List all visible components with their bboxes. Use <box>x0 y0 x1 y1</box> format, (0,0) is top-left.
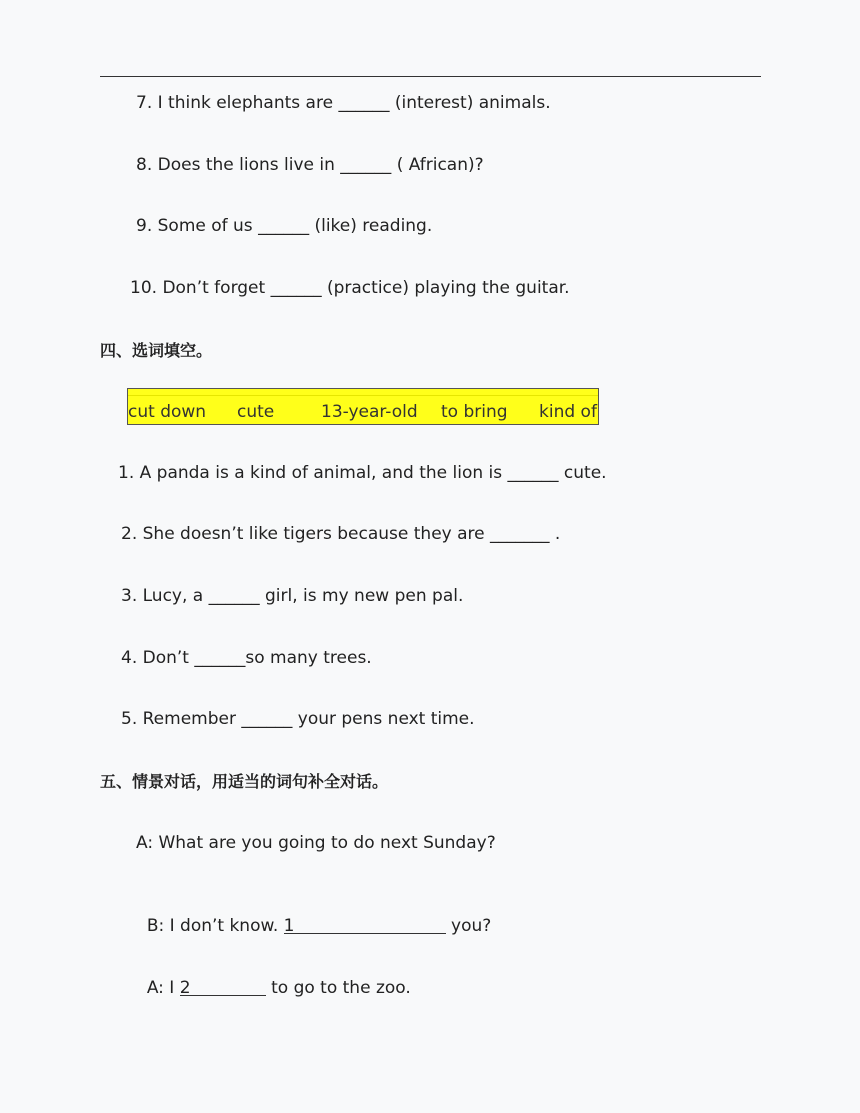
question-7: 7. I think elephants are ______ (interest) animals. <box>136 93 551 113</box>
blank-number: 1 <box>283 916 295 936</box>
answer-blank-1[interactable] <box>284 915 446 934</box>
dialogue-text: A: I <box>146 978 180 998</box>
fill-question-4: 4. Don’t ______so many trees. <box>121 648 372 668</box>
word-bank-item: to bring <box>441 402 508 422</box>
dialogue-text: B: I don’t know. <box>146 916 284 936</box>
word-bank-item: 13-year-old <box>321 402 418 422</box>
dialogue-text: you? <box>445 916 492 936</box>
question-8: 8. Does the lions live in ______ ( African)? <box>136 155 484 175</box>
fill-question-2: 2. She doesn’t like tigers because they are _______ . <box>121 524 561 544</box>
blank-number: 2 <box>179 978 191 998</box>
word-bank-stripe <box>128 395 598 396</box>
header-rule <box>100 76 761 77</box>
dialogue-line-a1: A: What are you going to do next Sunday? <box>136 833 496 853</box>
word-bank-item: kind of <box>539 402 597 422</box>
question-9: 9. Some of us ______ (like) reading. <box>136 216 433 236</box>
dialogue-line-a2 <box>136 955 411 999</box>
dialogue-text: to go to the zoo. <box>265 978 411 998</box>
fill-question-3: 3. Lucy, a ______ girl, is my new pen pal. <box>121 586 464 606</box>
dialogue-line-b1 <box>136 893 491 937</box>
word-bank-item: cut down <box>128 402 207 422</box>
answer-blank-2[interactable] <box>180 977 266 996</box>
fill-question-1: 1. A panda is a kind of animal, and the lion is ______ cute. <box>118 463 607 483</box>
word-bank-item: cute <box>237 402 275 422</box>
section-5-heading: 五、情景对话，用适当的词句补全对话。 <box>100 772 389 791</box>
section-4-heading: 四、选词填空。 <box>100 341 213 360</box>
word-bank <box>127 388 599 425</box>
question-10: 10. Don’t forget ______ (practice) playing the guitar. <box>130 278 570 298</box>
fill-question-5: 5. Remember ______ your pens next time. <box>121 709 475 729</box>
